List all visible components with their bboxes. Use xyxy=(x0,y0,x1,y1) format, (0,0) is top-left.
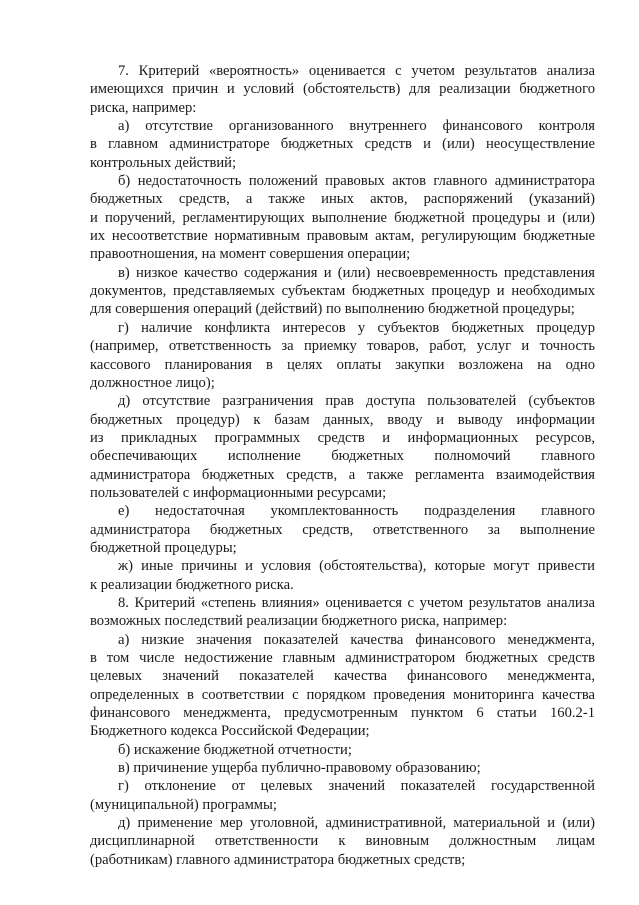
text-line: целевых значений показателей качества финансового менеджмента, xyxy=(90,668,595,685)
text-line: г) отклонение от целевых значений показателей государственной xyxy=(118,778,595,795)
text-line: риска, например: xyxy=(90,99,197,116)
text-line: 8. Критерий «степень влияния» оценивается с учетом результатов анализа xyxy=(118,594,595,611)
text-line: бюджетной процедуры; xyxy=(90,539,237,556)
text-line: в том числе недостижение главным администратором бюджетных средств xyxy=(90,650,595,666)
text-line: бюджетных средств, а также иных актов, распоряжений (указаний) xyxy=(90,191,595,208)
text-line: в главном администраторе бюджетных средств и (или) неосуществление xyxy=(90,136,595,153)
text-line: 7. Критерий «вероятность» оценивается с учетом результатов анализа xyxy=(118,63,595,79)
text-line: кассового планирования в целях оплаты закупки возложена на одно xyxy=(90,356,595,373)
text-line: б) искажение бюджетной отчетности; xyxy=(118,741,352,758)
text-line: пользователей с информационными ресурсами; xyxy=(90,484,387,501)
text-line: финансового менеджмента, предусмотренным пунктом 6 статьи 160.2-1 xyxy=(90,705,595,722)
text-line: возможных последствий реализации бюджетного риска, например: xyxy=(90,613,508,630)
text-line: (например, ответственность за приемку товаров, работ, услуг и точность xyxy=(90,338,595,355)
text-line: обеспечивающих исполнение бюджетных полномочий главного xyxy=(90,448,595,465)
text-line: г) наличие конфликта интересов у субъектов бюджетных процедур xyxy=(118,319,595,336)
text-line: имеющихся причин и условий (обстоятельств) для реализации бюджетного xyxy=(90,81,595,98)
text-line: из прикладных программных средств и информационных ресурсов, xyxy=(90,429,595,446)
text-line: б) недостаточность положений правовых актов главного администратора xyxy=(118,173,595,190)
text-line: к реализации бюджетного риска. xyxy=(90,576,294,593)
text-line: (муниципальной) программы; xyxy=(90,796,277,813)
text-line: а) отсутствие организованного внутреннего финансового контроля xyxy=(118,118,595,135)
text-line: их несоответствие нормативным правовым актам, регулирующим бюджетные xyxy=(90,228,595,245)
text-line: д) применение мер уголовной, административной, материальной и (или) xyxy=(118,815,595,832)
text-line: должностное лицо); xyxy=(90,374,215,391)
text-line: а) низкие значения показателей качества финансового менеджмента, xyxy=(118,631,595,648)
text-line: дисциплинарной ответственности к виновным должностным лицам xyxy=(90,833,595,850)
text-line: д) отсутствие разграничения прав доступа пользователей (субъектов xyxy=(118,393,595,410)
text-line: ж) иные причины и условия (обстоятельства), которые могут привести xyxy=(118,558,595,575)
text-line: определенных в соответствии с порядком проведения мониторинга качества xyxy=(90,686,595,703)
text-line: е) недостаточная укомплектованность подразделения главного xyxy=(118,503,595,520)
text-line: администратора бюджетных средств, а также регламента взаимодействия xyxy=(90,466,595,483)
text-line: Бюджетного кодекса Российской Федерации; xyxy=(90,723,370,740)
text-line: и поручений, регламентирующих выполнение бюджетной процедуры и (или) xyxy=(90,209,595,226)
text-line: контрольных действий; xyxy=(90,154,237,171)
text-line: администратора бюджетных средств, ответственного за выполнение xyxy=(90,521,595,538)
text-line: для совершения операций (действий) по выполнению бюджетной процедуры; xyxy=(90,301,575,318)
text-line: в) причинение ущерба публично-правовому образованию; xyxy=(118,760,481,777)
text-line: в) низкое качество содержания и (или) несвоевременность представления xyxy=(118,264,595,281)
text-line: (работникам) главного администратора бюджетных средств; xyxy=(90,851,466,868)
text-line: документов, представляемых субъектам бюджетных процедур и необходимых xyxy=(90,283,595,300)
text-line: правоотношения, на момент совершения операции; xyxy=(90,246,411,263)
text-line: бюджетных процедур) к базам данных, вводу и выводу информации xyxy=(90,411,595,428)
document-body xyxy=(90,62,595,869)
